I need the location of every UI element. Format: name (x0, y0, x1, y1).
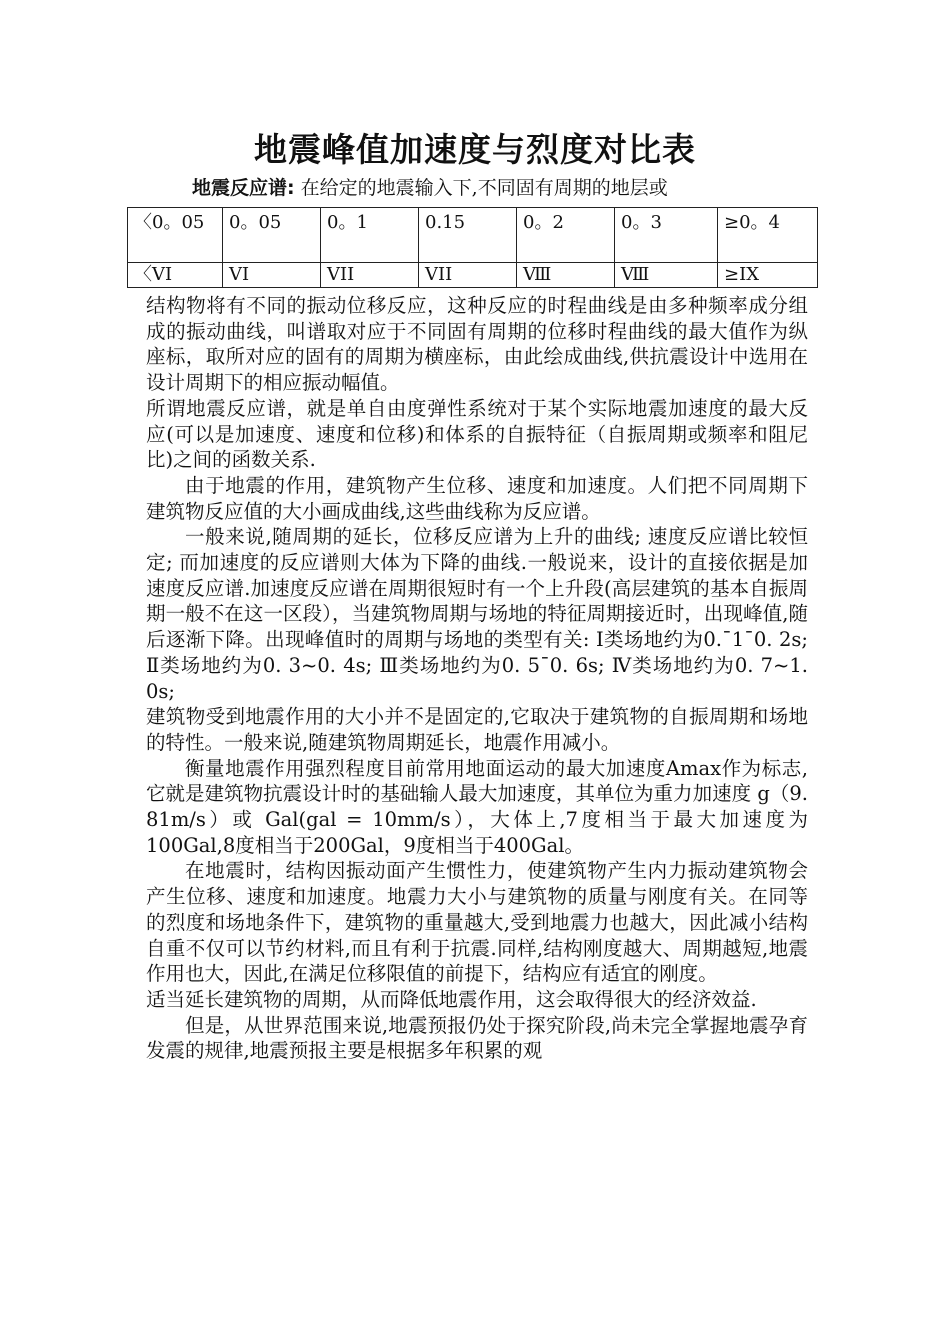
table-row-acceleration (128, 208, 818, 263)
table-cell: 0。1 (321, 208, 419, 263)
subtitle-line (192, 174, 822, 202)
paragraph: 结构物将有不同的振动位移反应，这种反应的时程曲线是由多种频率成分组成的振动曲线，叫谱取对应于不同固有周期的位移时程曲线的最大值作为纵座标，取所对应的固有的周期为横座标，由此绘成曲线,供抗震设计中选用在设计周期下的相应振动幅值。 (146, 294, 808, 395)
table-cell: 0。2 (517, 208, 615, 263)
table-cell: 0.15 (419, 208, 517, 263)
table-cell: VII (321, 263, 419, 288)
table-cell: Ⅷ (615, 263, 718, 288)
table-cell: ≥IX (718, 263, 818, 288)
paragraph: 由于地震的作用，建筑物产生位移、速度和加速度。人们把不同周期下建筑物反应值的大小画成曲线,这些曲线称为反应谱。 (146, 473, 808, 523)
paragraph: 建筑物受到地震作用的大小并不是固定的,它取决于建筑物的自振周期和场地的特性。一般来说,随建筑物周期延长，地震作用减小。 (146, 705, 808, 754)
table-cell: VI (223, 263, 321, 288)
body-text (146, 293, 808, 1064)
table-cell: 〈VI (128, 263, 223, 288)
paragraph: 但是，从世界范围来说,地震预报仍处于探究阶段,尚未完全掌握地震孕育发震的规律,地震预报主要是根据多年积累的观 (146, 1013, 808, 1063)
paragraph: 适当延长建筑物的周期，从而降低地震作用，这会取得很大的经济效益. (146, 987, 757, 1011)
paragraph: 一般来说,随周期的延长，位移反应谱为上升的曲线; 速度反应谱比较恒定; 而加速度的反应谱则大体为下降的曲线.一般说来，设计的直接依据是加速度反应谱.加速度反应谱在周期很短时有一个上升段(高层建筑的基本自振周期一般不在这一区段），当建筑物周期与场地的特征周期接近时，出现峰值,随后逐渐下降。出现峰值时的周期与场地的类型有关: Ⅰ类场地约为0.¯1¯0. 2s; Ⅱ类场地约为0. 3~0. 4s; Ⅲ类场地约为0. 5¯0. 6s; Ⅳ类场地约为0. 7~1. 0s; (146, 525, 808, 703)
paragraph: 所谓地震反应谱，就是单自由度弹性系统对于某个实际地震加速度的最大反应(可以是加速度、速度和位移)和体系的自振特征（自振周期或频率和阻尼比)之间的函数关系. (146, 396, 808, 472)
paragraph: 在地震时，结构因振动面产生惯性力，使建筑物产生内力振动建筑物会产生位移、速度和加速度。地震力大小与建筑物的质量与刚度有关。在同等的烈度和场地条件下，建筑物的重量越大,受到地震力也越大，因此减小结构自重不仅可以节约材料,而且有利于抗震.同样,结构刚度越大、周期越短,地震作用也大，因此,在满足位移限值的前提下，结构应有适宜的刚度。 (146, 859, 808, 986)
table-cell: Ⅷ (517, 263, 615, 288)
table-cell: 〈0。05 (128, 208, 223, 263)
subtitle-text: 在给定的地震输入下,不同固有周期的地层或 (294, 177, 668, 199)
table-cell: ≥0。4 (718, 208, 818, 263)
paragraph: 衡量地震作用强烈程度目前常用地面运动的最大加速度Amax作为标志,它就是建筑物抗震设计时的基础输人最大加速度，其单位为重力加速度 g（9. 81m/s）或 Gal(gal = 10mm/s），大体上,7度相当于最大加速度为100Gal,8度相当于200Gal，9度相当于400Gal。 (146, 756, 808, 857)
acceleration-intensity-table (127, 207, 818, 288)
table-cell: 0。3 (615, 208, 718, 263)
table-cell: 0。05 (223, 208, 321, 263)
table-row-intensity (128, 263, 818, 288)
document-title: 地震峰值加速度与烈度对比表 (254, 130, 696, 169)
table-cell: VII (419, 263, 517, 288)
subtitle-lead: 地震反应谱: (192, 177, 295, 199)
